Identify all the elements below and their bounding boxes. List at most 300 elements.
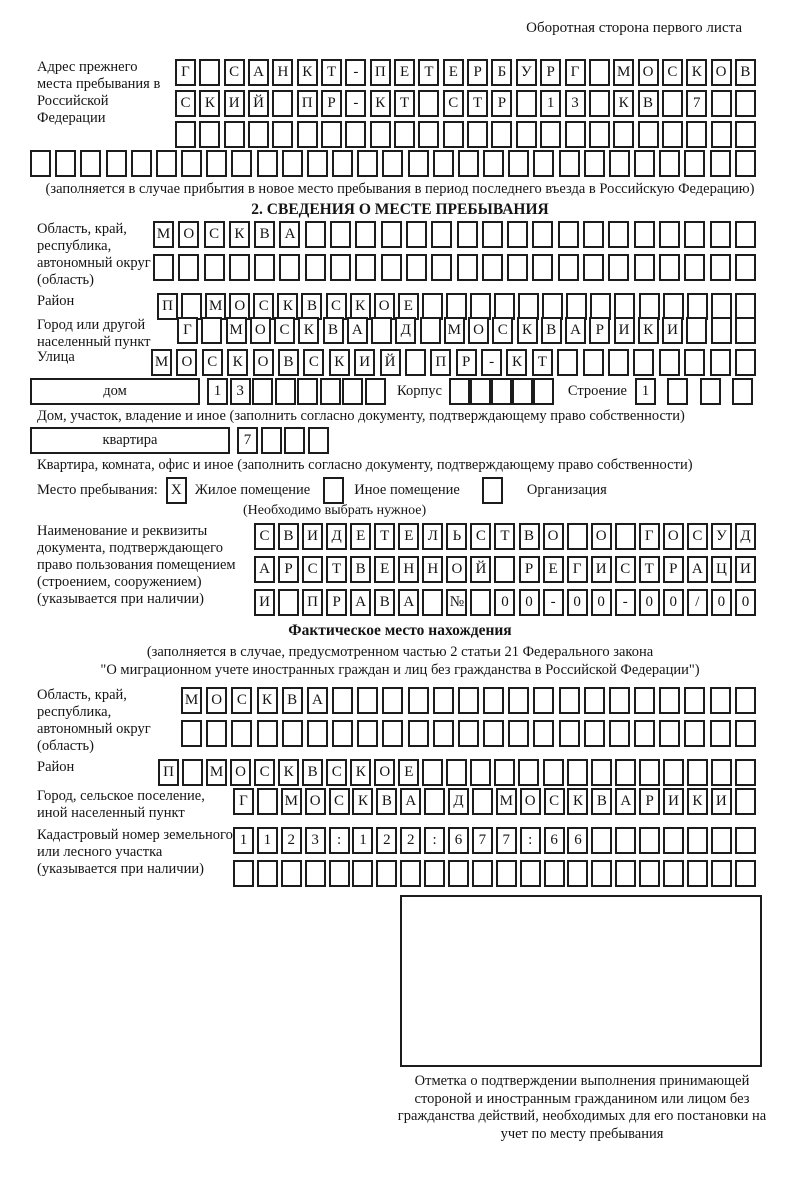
char-row	[233, 827, 756, 854]
house-box-label: дом	[30, 378, 200, 405]
char-cell: Е	[398, 293, 419, 320]
char-cell	[275, 378, 296, 405]
char-cell	[284, 427, 305, 454]
char-cell	[329, 860, 350, 887]
char-cell: О	[305, 788, 326, 815]
char-cell: А	[565, 317, 586, 344]
char-cell	[472, 788, 493, 815]
char-cell: С	[326, 293, 347, 320]
char-cell: С	[204, 221, 225, 248]
char-cell	[735, 293, 756, 320]
char-cell	[248, 121, 269, 148]
char-cell	[254, 254, 275, 281]
char-cell	[566, 293, 587, 320]
char-cell	[491, 378, 512, 405]
char-cell	[508, 150, 529, 177]
char-cell: 0	[519, 589, 540, 616]
char-cell	[735, 687, 756, 714]
char-cell	[422, 293, 443, 320]
char-cell	[257, 150, 278, 177]
char-cell: О	[250, 317, 271, 344]
char-cell: -	[345, 90, 366, 117]
actual-location-note-2: "О миграционном учете иностранных граждан и лиц без гражданства в Российской Федерации")	[100, 661, 700, 678]
char-cell: О	[229, 293, 250, 320]
char-row	[449, 378, 549, 405]
char-cell	[508, 687, 529, 714]
char-cell: 0	[735, 589, 756, 616]
char-cell: О	[711, 59, 732, 86]
char-cell	[662, 121, 683, 148]
char-row	[151, 349, 756, 376]
char-cell	[684, 687, 705, 714]
char-row	[30, 150, 756, 177]
char-row	[175, 121, 756, 148]
cadastre-block	[37, 827, 800, 887]
char-cell	[491, 121, 512, 148]
char-cell	[735, 349, 756, 376]
char-cell: К	[352, 788, 373, 815]
char-cell: М	[153, 221, 174, 248]
char-cell	[470, 589, 491, 616]
char-cell	[382, 687, 403, 714]
char-row	[237, 427, 329, 454]
char-cell: К	[257, 687, 278, 714]
char-cell	[175, 121, 196, 148]
char-cell: В	[282, 687, 303, 714]
char-cell	[583, 221, 604, 248]
char-cell	[614, 293, 635, 320]
char-cell: Н	[398, 556, 419, 583]
char-cell: Д	[735, 523, 756, 550]
char-cell	[457, 254, 478, 281]
char-cell: А	[254, 556, 275, 583]
char-cell: Л	[422, 523, 443, 550]
house-note: Дом, участок, владение и иное (заполнить согласно документу, подтверждающему право собственности)	[37, 408, 685, 424]
char-cell: :	[520, 827, 541, 854]
char-cell: С	[544, 788, 565, 815]
char-row	[177, 317, 756, 344]
char-cell: 0	[639, 589, 660, 616]
char-cell: В	[278, 523, 299, 550]
char-cell	[518, 293, 539, 320]
char-cell	[684, 349, 705, 376]
korpus-label: Корпус	[397, 383, 442, 399]
char-cell: 7	[686, 90, 707, 117]
prev-address-block	[37, 59, 800, 148]
char-cell	[422, 759, 443, 786]
char-cell	[482, 254, 503, 281]
char-cell	[424, 788, 445, 815]
char-row	[254, 523, 756, 550]
char-cell: О	[638, 59, 659, 86]
char-cell	[448, 860, 469, 887]
actual-city-block	[37, 788, 800, 822]
char-cell: М	[496, 788, 517, 815]
char-cell	[483, 150, 504, 177]
char-cell: С	[492, 317, 513, 344]
char-cell	[153, 254, 174, 281]
char-cell	[357, 720, 378, 747]
char-cell: Е	[398, 523, 419, 550]
char-cell	[408, 687, 429, 714]
apartment-row	[30, 427, 800, 454]
document-rows	[254, 523, 756, 616]
char-cell	[355, 221, 376, 248]
char-cell	[633, 349, 654, 376]
char-cell: Р	[663, 556, 684, 583]
char-cell	[687, 827, 708, 854]
char-cell	[735, 317, 756, 344]
char-cell	[591, 860, 612, 887]
char-cell: К	[278, 759, 299, 786]
char-cell: К	[277, 293, 298, 320]
char-cell	[206, 720, 227, 747]
prev-address-note: (заполняется в случае прибытия в новое место пребывания в период последнего въезда в Российскую Федерацию)	[45, 181, 755, 197]
char-cell: О	[543, 523, 564, 550]
char-cell	[433, 720, 454, 747]
char-cell	[686, 317, 707, 344]
region-block	[37, 221, 800, 289]
char-cell: 0	[567, 589, 588, 616]
char-cell: Т	[326, 556, 347, 583]
char-cell	[662, 90, 683, 117]
char-cell: В	[541, 317, 562, 344]
char-cell: Р	[456, 349, 477, 376]
char-cell	[204, 254, 225, 281]
char-cell: М	[206, 759, 227, 786]
char-cell: С	[224, 59, 245, 86]
char-cell: В	[278, 349, 299, 376]
char-cell	[687, 860, 708, 887]
char-cell: Г	[175, 59, 196, 86]
char-cell: К	[506, 349, 527, 376]
char-cell: У	[516, 59, 537, 86]
char-cell	[381, 254, 402, 281]
char-cell: В	[350, 556, 371, 583]
char-cell	[532, 254, 553, 281]
cadastre-label: Кадастровый номер земельного или лесного участка (указывается при наличии)	[37, 827, 233, 877]
char-cell	[516, 121, 537, 148]
char-cell	[405, 349, 426, 376]
char-cell: 2	[281, 827, 302, 854]
char-cell	[639, 759, 660, 786]
char-cell: О	[468, 317, 489, 344]
char-cell: 0	[663, 589, 684, 616]
char-cell	[342, 378, 363, 405]
char-cell	[609, 687, 630, 714]
section2-title: 2. СВЕДЕНИЯ О МЕСТЕ ПРЕБЫВАНИЯ	[251, 201, 549, 218]
char-cell: П	[297, 90, 318, 117]
char-cell: А	[248, 59, 269, 86]
char-cell: И	[663, 788, 684, 815]
char-cell	[735, 254, 756, 281]
char-cell	[735, 150, 756, 177]
char-cell	[233, 860, 254, 887]
char-cell: С	[253, 293, 274, 320]
option-other-premises-label: Иное помещение	[354, 482, 460, 498]
char-cell: 2	[376, 827, 397, 854]
char-cell: А	[615, 788, 636, 815]
char-cell: М	[226, 317, 247, 344]
char-cell	[710, 720, 731, 747]
char-cell	[406, 254, 427, 281]
char-cell	[735, 788, 756, 815]
char-cell: А	[398, 589, 419, 616]
char-cell: Е	[398, 759, 419, 786]
char-cell	[735, 860, 756, 887]
char-row	[254, 589, 756, 616]
region-label: Область, край, республика, автономный округ (область)	[37, 221, 151, 288]
district-label: Район	[37, 293, 75, 309]
char-cell	[543, 759, 564, 786]
char-cell: О	[446, 556, 467, 583]
char-cell: Т	[467, 90, 488, 117]
char-cell	[659, 221, 680, 248]
char-cell	[710, 687, 731, 714]
actual-location-note-1: (заполняется в случае, предусмотренном частью 2 статьи 21 Федерального закона	[146, 644, 654, 660]
char-cell	[352, 860, 373, 887]
char-cell	[659, 150, 680, 177]
char-cell	[711, 121, 732, 148]
char-row	[175, 59, 756, 86]
char-cell: И	[224, 90, 245, 117]
char-cell	[305, 254, 326, 281]
char-cell	[663, 759, 684, 786]
char-cell: 6	[544, 827, 565, 854]
actual-region-block	[37, 687, 800, 755]
char-cell: Д	[448, 788, 469, 815]
char-row	[181, 720, 756, 747]
char-cell	[297, 121, 318, 148]
char-cell	[583, 254, 604, 281]
char-cell: О	[374, 759, 395, 786]
char-cell	[199, 121, 220, 148]
char-cell: И	[711, 788, 732, 815]
char-cell: Т	[639, 556, 660, 583]
char-cell: О	[374, 293, 395, 320]
char-cell: С	[175, 90, 196, 117]
char-cell: 1	[352, 827, 373, 854]
char-cell: -	[345, 59, 366, 86]
char-cell	[458, 720, 479, 747]
city-label: Город или другой населенный пункт	[37, 317, 151, 350]
char-cell: С	[231, 687, 252, 714]
char-cell	[408, 720, 429, 747]
char-cell	[433, 150, 454, 177]
char-cell	[507, 254, 528, 281]
char-cell	[449, 378, 470, 405]
char-cell	[590, 293, 611, 320]
char-cell	[558, 254, 579, 281]
char-row	[153, 254, 756, 281]
char-cell: П	[302, 589, 323, 616]
house-row	[30, 378, 800, 405]
char-cell: К	[298, 317, 319, 344]
char-cell	[735, 827, 756, 854]
char-cell	[615, 827, 636, 854]
char-cell	[272, 90, 293, 117]
char-cell	[516, 90, 537, 117]
char-cell: О	[663, 523, 684, 550]
char-cell: :	[424, 827, 445, 854]
char-cell	[199, 59, 220, 86]
char-cell	[638, 121, 659, 148]
char-cell	[206, 150, 227, 177]
char-cell	[181, 293, 202, 320]
char-cell	[457, 221, 478, 248]
char-cell	[282, 150, 303, 177]
char-row	[254, 556, 756, 583]
char-cell	[458, 150, 479, 177]
char-cell	[687, 759, 708, 786]
char-cell: В	[591, 788, 612, 815]
char-cell: К	[638, 317, 659, 344]
char-cell: К	[370, 90, 391, 117]
char-row	[175, 90, 756, 117]
document-label: Наименование и реквизиты документа, подтверждающего право пользования помещением (строением, сооружением) (указывается при наличии)	[37, 523, 236, 607]
char-cell: 6	[567, 827, 588, 854]
char-cell: Г	[639, 523, 660, 550]
char-cell: -	[481, 349, 502, 376]
char-cell: К	[613, 90, 634, 117]
char-cell	[321, 121, 342, 148]
char-cell: С	[274, 317, 295, 344]
char-cell	[382, 720, 403, 747]
char-cell	[371, 317, 392, 344]
char-cell	[567, 759, 588, 786]
char-cell	[420, 317, 441, 344]
char-cell: У	[711, 523, 732, 550]
char-row	[157, 293, 756, 320]
char-cell: Г	[567, 556, 588, 583]
char-cell	[591, 759, 612, 786]
char-cell: Г	[177, 317, 198, 344]
char-cell	[518, 759, 539, 786]
char-cell	[106, 150, 127, 177]
char-cell	[422, 589, 443, 616]
char-cell	[639, 860, 660, 887]
char-cell	[305, 221, 326, 248]
char-cell	[589, 59, 610, 86]
char-cell	[355, 254, 376, 281]
char-cell: И	[254, 589, 275, 616]
char-cell	[559, 150, 580, 177]
char-cell: 3	[305, 827, 326, 854]
char-cell	[507, 221, 528, 248]
char-cell: А	[687, 556, 708, 583]
char-cell: Т	[394, 90, 415, 117]
char-cell: А	[347, 317, 368, 344]
char-cell: 6	[448, 827, 469, 854]
char-cell: Й	[380, 349, 401, 376]
char-cell	[257, 720, 278, 747]
stamp-area-box	[400, 895, 762, 1067]
char-cell: Н	[422, 556, 443, 583]
stay-type-label: Место пребывания:	[37, 482, 158, 498]
char-cell	[467, 121, 488, 148]
char-cell	[418, 90, 439, 117]
char-cell	[394, 121, 415, 148]
char-cell: 0	[591, 589, 612, 616]
char-cell	[231, 150, 252, 177]
char-cell: С	[254, 523, 275, 550]
char-cell: К	[686, 59, 707, 86]
char-cell: Е	[374, 556, 395, 583]
char-cell	[472, 860, 493, 887]
char-cell: В	[323, 317, 344, 344]
char-cell	[542, 293, 563, 320]
char-cell: В	[302, 759, 323, 786]
char-cell	[583, 349, 604, 376]
cadastre-rows	[233, 827, 756, 887]
char-cell	[663, 860, 684, 887]
char-cell: П	[370, 59, 391, 86]
char-cell	[381, 221, 402, 248]
char-cell	[330, 221, 351, 248]
char-cell: М	[444, 317, 465, 344]
char-cell	[178, 254, 199, 281]
char-cell	[431, 254, 452, 281]
char-cell: :	[329, 827, 350, 854]
char-cell	[431, 221, 452, 248]
region-rows	[153, 221, 756, 281]
char-cell: 7	[472, 827, 493, 854]
char-cell	[533, 687, 554, 714]
char-cell	[494, 556, 515, 583]
char-cell: Р	[589, 317, 610, 344]
char-cell: И	[302, 523, 323, 550]
char-cell	[608, 254, 629, 281]
stamp-caption: Отметка о подтверждении выполнения принимающей стороной и иностранным гражданином или лицом без гражданства действий, необходимых для его постановки на учет по месту пребывания	[397, 1073, 767, 1142]
char-cell: С	[254, 759, 275, 786]
char-cell	[533, 150, 554, 177]
char-cell	[279, 254, 300, 281]
char-cell	[257, 788, 278, 815]
char-cell: М	[281, 788, 302, 815]
char-cell	[229, 254, 250, 281]
char-cell	[608, 221, 629, 248]
char-cell	[424, 860, 445, 887]
char-cell	[357, 150, 378, 177]
char-cell	[639, 827, 660, 854]
char-cell: Н	[272, 59, 293, 86]
char-cell	[533, 378, 554, 405]
char-row	[153, 221, 756, 248]
char-cell	[710, 254, 731, 281]
char-cell: О	[520, 788, 541, 815]
char-row	[635, 378, 753, 405]
char-cell: С	[662, 59, 683, 86]
char-cell	[483, 720, 504, 747]
char-cell: А	[307, 687, 328, 714]
char-cell: 1	[635, 378, 656, 405]
char-cell: 0	[494, 589, 515, 616]
char-cell: И	[354, 349, 375, 376]
char-cell: С	[329, 788, 350, 815]
char-cell: Т	[418, 59, 439, 86]
char-cell	[182, 759, 203, 786]
char-cell	[382, 150, 403, 177]
char-cell: К	[227, 349, 248, 376]
char-cell	[482, 221, 503, 248]
apartment-box-label: квартира	[30, 427, 230, 454]
char-cell: С	[615, 556, 636, 583]
char-cell	[557, 349, 578, 376]
document-block	[37, 523, 800, 616]
stay-type-row	[37, 477, 800, 504]
char-cell	[584, 720, 605, 747]
char-cell	[700, 378, 721, 405]
